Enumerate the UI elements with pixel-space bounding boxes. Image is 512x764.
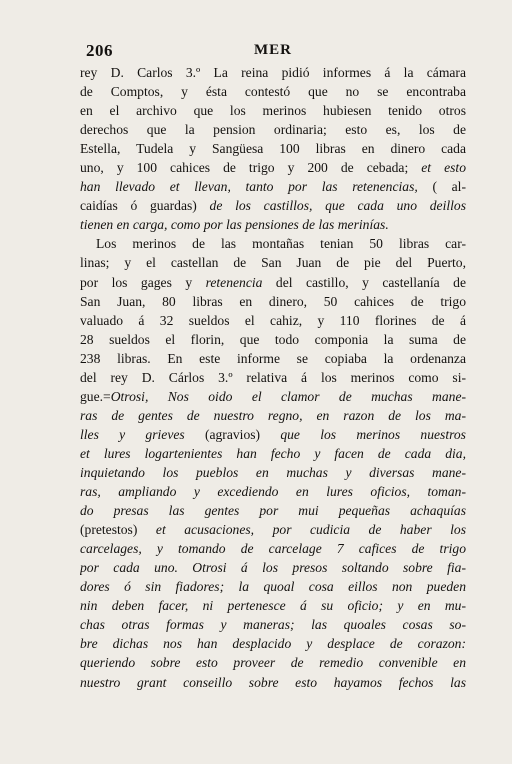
- italic-text: ras de gentes de nuestro regno, en razon de los ma-: [80, 407, 466, 423]
- text-line: [80, 311, 466, 330]
- text-line: [80, 406, 466, 425]
- roman-text: en el archivo que los merinos hubiesen tenido otros: [80, 103, 466, 119]
- italic-text: por cada uno. Otrosi á los presos soltando sobre fia-: [80, 560, 466, 576]
- text-line: [80, 120, 466, 139]
- text-line: [80, 234, 466, 253]
- italic-text: nin deben facer, ni pertenesce á su oficio; y en mu-: [80, 598, 466, 614]
- text-line: [80, 63, 466, 82]
- roman-text: (pretestos): [80, 522, 156, 538]
- italic-text: et esto: [421, 160, 466, 176]
- roman-text: linas; y el castellan de San Juan de pie del Puerto,: [80, 255, 466, 271]
- text-line: [80, 196, 466, 215]
- text-line: [80, 673, 466, 692]
- text-line: [80, 482, 466, 501]
- text-line: [80, 634, 466, 653]
- italic-text: nuestro grant conseillo sobre esto hayamos fechos las: [80, 674, 466, 690]
- italic-text: de los castillos, que cada uno deillos: [209, 198, 466, 214]
- text-line: [80, 615, 466, 634]
- roman-text: por los gages y: [80, 274, 206, 290]
- roman-text: Estella, Tudela y Sangüesa 100 libras en dinero cada: [80, 141, 466, 157]
- italic-text: bre dichas nos han desplacido y desplace de corazon:: [80, 636, 466, 652]
- italic-text: Otrosi, Nos oido el clamor de muchas mane-: [110, 388, 466, 404]
- italic-text: carcelages, y tomando de carcelage 7 cafices de trigo: [80, 541, 466, 557]
- italic-text: han llevado et llevan, tanto por las retenencias,: [80, 179, 433, 195]
- roman-text: Los merinos de las montañas tenian 50 libras car-: [96, 236, 466, 252]
- text-line: [80, 273, 466, 292]
- text-line: [80, 501, 466, 520]
- roman-text: 238 libras. En este informe se copiaba la ordenanza: [80, 350, 466, 366]
- text-line: [80, 292, 466, 311]
- text-line: [80, 425, 466, 444]
- italic-text: ras, ampliando y excediendo en lures oficios, toman-: [80, 484, 466, 500]
- text-line: [80, 463, 466, 482]
- italic-text: do presas las gentes por mui pequeñas achaquías: [80, 503, 466, 519]
- text-line: [80, 539, 466, 558]
- running-head: MER: [254, 42, 292, 58]
- italic-text: lles y grieves: [80, 426, 205, 442]
- text-line: [80, 215, 466, 234]
- roman-text: del castillo, y castellanía de: [262, 274, 466, 290]
- text-line: [80, 444, 466, 463]
- roman-text: (agravios): [204, 426, 281, 442]
- italic-text: queriendo sobre esto proveer de remedio convenible en: [80, 655, 466, 671]
- text-line: [80, 558, 466, 577]
- text-line: [80, 139, 466, 158]
- text-line: [80, 653, 466, 672]
- roman-text: caidías ó guardas): [80, 198, 210, 214]
- text-line: [80, 596, 466, 615]
- roman-text: uno, y 100 cahices de trigo y 200 de cebada;: [80, 160, 422, 176]
- text-line: [80, 577, 466, 596]
- italic-text: tienen en carga, como por las pensiones de las merinías.: [80, 217, 389, 233]
- roman-text: 28 sueldos el florin, que todo componia la suma de: [80, 331, 466, 347]
- text-line: [80, 330, 466, 349]
- italic-text: que los merinos nuestros: [280, 426, 466, 442]
- text-line: [80, 368, 466, 387]
- text-line: [80, 177, 466, 196]
- text-line: [80, 253, 466, 272]
- roman-text: valuado á 32 sueldos el cahiz, y 110 florines de á: [80, 312, 466, 328]
- italic-text: retenencia: [205, 274, 263, 290]
- text-line: [80, 349, 466, 368]
- roman-text: San Juan, 80 libras en dinero, 50 cahices de trigo: [80, 293, 466, 309]
- roman-text: ( al-: [432, 179, 466, 195]
- text-line: [80, 158, 466, 177]
- roman-text: del rey D. Cárlos 3.º relativa á los merinos como si-: [80, 369, 466, 385]
- roman-text: de Comptos, y ésta contestó que no se encontraba: [80, 84, 466, 100]
- italic-text: et acusaciones, por cudicia de haber los: [155, 522, 466, 538]
- italic-text: et lures logartenientes han fecho y facen de cada dia,: [80, 445, 466, 461]
- text-line: [80, 387, 466, 406]
- roman-text: derechos que la pension ordinaria; esto es, los de: [80, 122, 466, 138]
- roman-text: rey D. Carlos 3.º La reina pidió informes á la cámara: [80, 65, 466, 80]
- page-header: [86, 41, 464, 65]
- italic-text: dores ó sin fiadores; la quoal cosa eillos non pueden: [80, 579, 466, 595]
- italic-text: chas otras formas y maneras; las quoales cosas so-: [80, 617, 466, 633]
- text-line: [80, 101, 466, 120]
- body-text: [80, 63, 466, 692]
- page-number: 206: [86, 41, 113, 60]
- roman-text: gue.=: [80, 388, 111, 404]
- text-line: [80, 520, 466, 539]
- italic-text: inquietando los pueblos en muchas y diversas mane-: [80, 464, 466, 480]
- text-line: [80, 82, 466, 101]
